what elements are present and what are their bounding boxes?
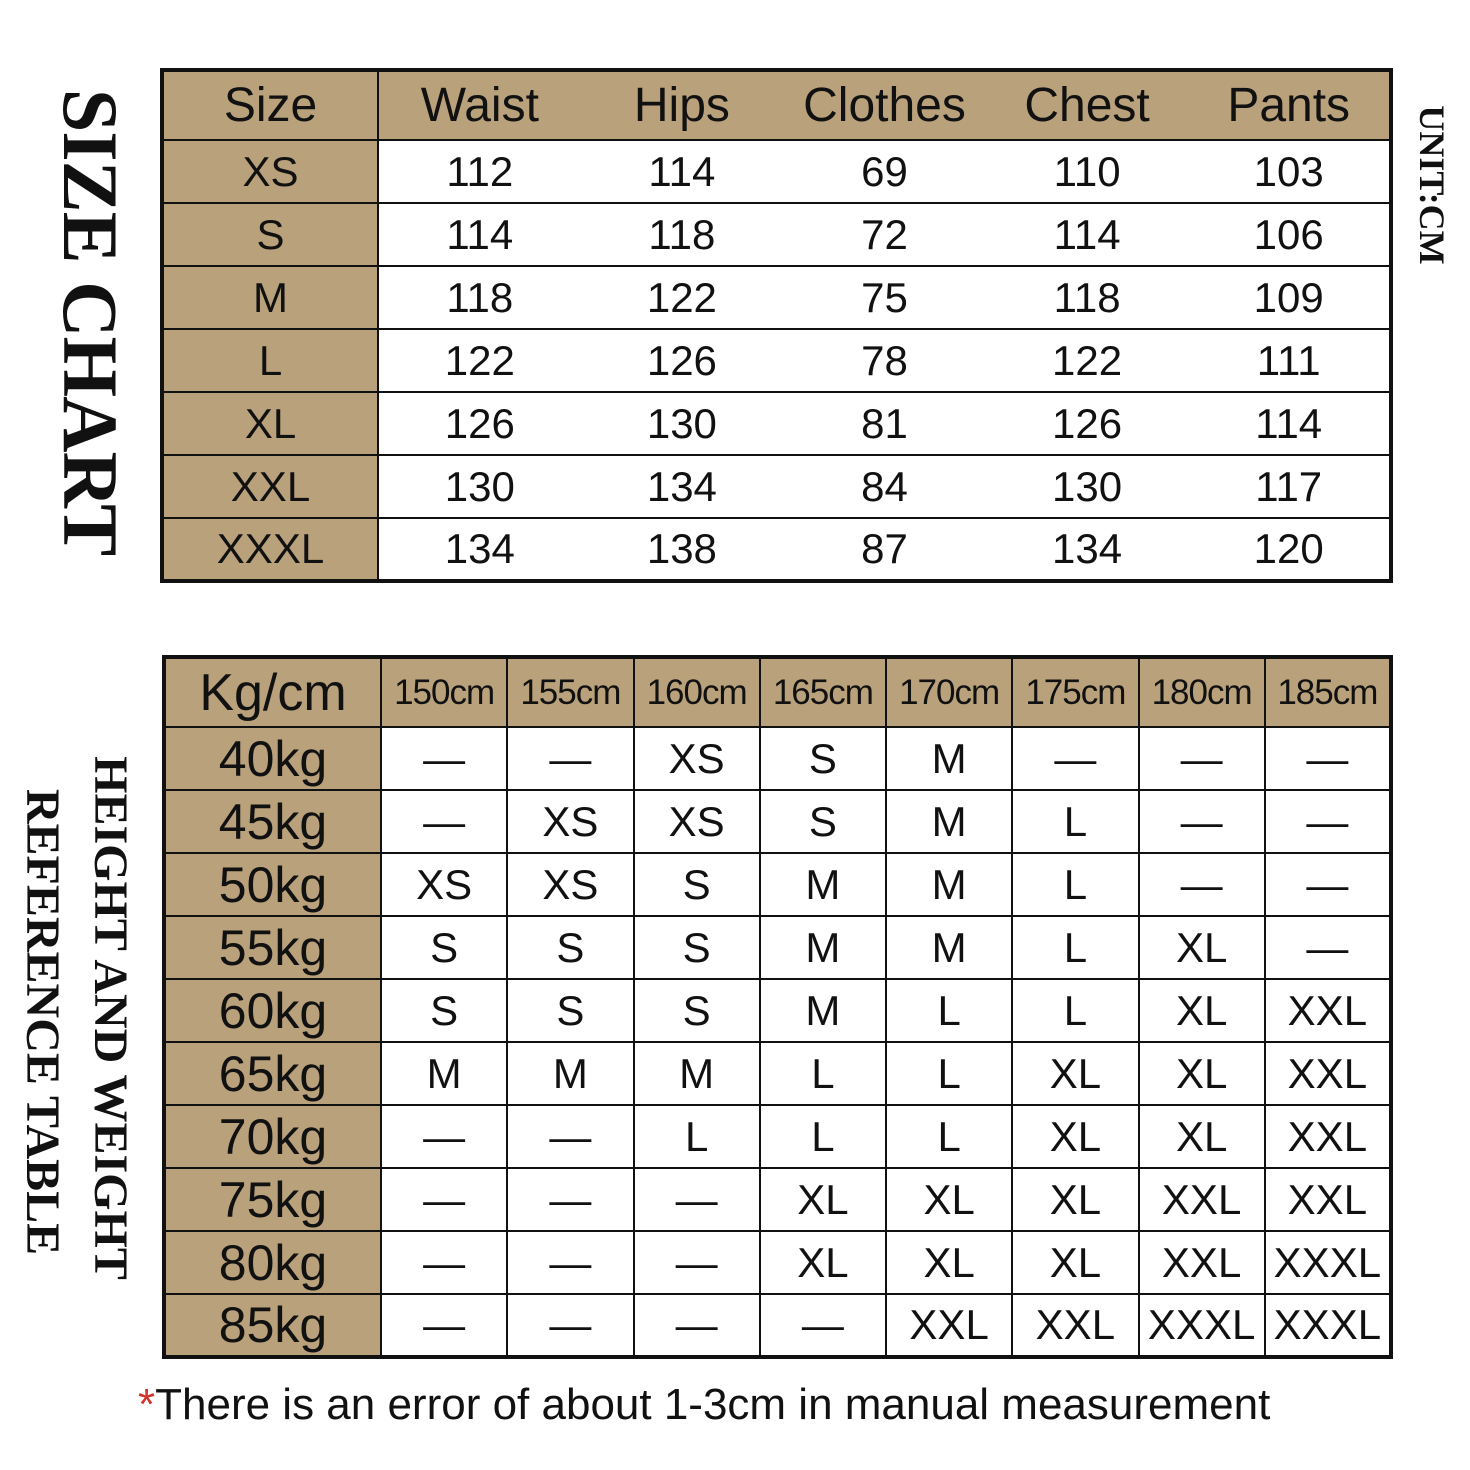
height-header: 185cm [1265,657,1391,727]
size-cell: XXL [886,1294,1012,1357]
measurement-cell: 118 [986,266,1189,329]
size-cell: — [381,1231,507,1294]
measurement-cell: 87 [783,518,986,581]
hw-header-row [164,657,1391,727]
footnote [138,1380,1270,1430]
size-label: XL [162,392,378,455]
size-row [162,266,1391,329]
size-cell: — [634,1231,760,1294]
size-cell: S [507,979,633,1042]
size-cell: XXXL [1139,1294,1265,1357]
measurement-cell: 114 [986,203,1189,266]
size-label: L [162,329,378,392]
size-cell: — [507,727,633,790]
measurement-cell: 110 [986,140,1189,203]
size-cell: — [760,1294,886,1357]
column-header-hips: Hips [581,70,784,140]
size-cell: XL [760,1231,886,1294]
size-label: XXL [162,455,378,518]
size-cell: S [634,916,760,979]
size-cell: XL [886,1168,1012,1231]
size-cell: XS [634,727,760,790]
size-row [162,140,1391,203]
size-cell: XXL [1139,1168,1265,1231]
size-cell: XXL [1012,1294,1138,1357]
size-label: XS [162,140,378,203]
weight-label: 60kg [164,979,381,1042]
weight-row [164,1105,1391,1168]
weight-row [164,1168,1391,1231]
measurement-cell: 111 [1188,329,1391,392]
weight-label: 75kg [164,1168,381,1231]
size-cell: XS [381,853,507,916]
measurement-cell: 114 [378,203,581,266]
weight-row [164,979,1391,1042]
weight-label: 80kg [164,1231,381,1294]
size-label: S [162,203,378,266]
height-header: 150cm [381,657,507,727]
measurement-cell: 106 [1188,203,1391,266]
size-cell: L [886,1042,1012,1105]
size-cell: — [507,1105,633,1168]
size-row [162,329,1391,392]
size-cell: XL [1012,1105,1138,1168]
size-cell: XXXL [1265,1231,1391,1294]
weight-row [164,1042,1391,1105]
size-cell: L [1012,979,1138,1042]
weight-label: 65kg [164,1042,381,1105]
measurement-cell: 84 [783,455,986,518]
size-cell: L [760,1042,886,1105]
size-cell: XL [1012,1168,1138,1231]
size-cell: XL [886,1231,1012,1294]
measurement-cell: 122 [581,266,784,329]
weight-label: 70kg [164,1105,381,1168]
size-cell: XL [1139,1042,1265,1105]
weight-row [164,1294,1391,1357]
hw-title-line2: REFERENCE TABLE [16,788,69,1256]
measurement-cell: 126 [378,392,581,455]
size-cell: S [634,979,760,1042]
size-cell: XS [507,790,633,853]
size-cell: — [1139,790,1265,853]
measurement-cell: 114 [1188,392,1391,455]
size-cell: M [381,1042,507,1105]
hw-title-line1: HEIGHT AND WEIGHT [84,756,137,1280]
footnote-star: * [138,1380,156,1429]
size-cell: M [886,916,1012,979]
measurement-cell: 134 [378,518,581,581]
measurement-cell: 81 [783,392,986,455]
size-cell: S [381,916,507,979]
measurement-cell: 138 [581,518,784,581]
weight-row [164,916,1391,979]
height-weight-table [162,655,1393,1359]
weight-label: 50kg [164,853,381,916]
size-cell: — [634,1168,760,1231]
size-cell: S [634,853,760,916]
size-cell: XXL [1265,1105,1391,1168]
size-cell: — [1139,727,1265,790]
measurement-cell: 109 [1188,266,1391,329]
weight-label: 55kg [164,916,381,979]
measurement-cell: 122 [986,329,1189,392]
size-row [162,518,1391,581]
size-cell: M [634,1042,760,1105]
measurement-cell: 126 [986,392,1189,455]
measurement-cell: 117 [1188,455,1391,518]
size-cell: XXXL [1265,1294,1391,1357]
size-cell: — [1265,916,1391,979]
size-row [162,455,1391,518]
size-cell: XL [1012,1231,1138,1294]
weight-row [164,853,1391,916]
measurement-cell: 122 [378,329,581,392]
size-cell: — [1265,853,1391,916]
measurement-cell: 118 [581,203,784,266]
column-header-pants: Pants [1188,70,1391,140]
size-cell: — [381,727,507,790]
weight-label: 40kg [164,727,381,790]
size-cell: — [381,790,507,853]
size-cell: — [381,1294,507,1357]
measurement-cell: 134 [986,518,1189,581]
measurement-cell: 120 [1188,518,1391,581]
height-header: 175cm [1012,657,1138,727]
measurement-cell: 134 [581,455,784,518]
measurement-cell: 130 [378,455,581,518]
measurement-cell: 103 [1188,140,1391,203]
height-header: 155cm [507,657,633,727]
column-header-waist: Waist [378,70,581,140]
measurement-cell: 118 [378,266,581,329]
size-cell: XS [507,853,633,916]
size-cell: L [1012,916,1138,979]
size-cell: L [1012,790,1138,853]
size-cell: — [507,1168,633,1231]
size-cell: M [760,853,886,916]
size-cell: — [507,1294,633,1357]
size-cell: XL [760,1168,886,1231]
size-chart-table [160,68,1393,583]
size-cell: XXL [1265,979,1391,1042]
size-cell: L [634,1105,760,1168]
weight-label: 45kg [164,790,381,853]
size-cell: M [886,853,1012,916]
size-cell: M [760,979,886,1042]
measurement-cell: 72 [783,203,986,266]
measurement-cell: 114 [581,140,784,203]
column-header-size: Size [162,70,378,140]
size-cell: XXL [1265,1042,1391,1105]
size-cell: M [886,727,1012,790]
size-row [162,392,1391,455]
footnote-text: There is an error of about 1-3cm in manual measurement [155,1380,1271,1429]
size-cell: XXL [1139,1231,1265,1294]
size-cell: S [760,790,886,853]
size-cell: L [886,979,1012,1042]
size-cell: — [1139,853,1265,916]
size-cell: S [507,916,633,979]
measurement-cell: 78 [783,329,986,392]
size-cell: L [886,1105,1012,1168]
measurement-cell: 130 [581,392,784,455]
weight-row [164,727,1391,790]
size-cell: M [760,916,886,979]
size-cell: — [507,1231,633,1294]
height-header: 160cm [634,657,760,727]
height-header: 170cm [886,657,1012,727]
size-cell: XL [1139,916,1265,979]
size-cell: XL [1139,1105,1265,1168]
unit-label: UNIT:CM [1412,105,1452,265]
size-cell: M [886,790,1012,853]
size-cell: XL [1139,979,1265,1042]
size-cell: L [1012,853,1138,916]
size-cell: XXL [1265,1168,1391,1231]
size-cell: — [1265,727,1391,790]
column-header-clothes: Clothes [783,70,986,140]
size-cell: M [507,1042,633,1105]
size-cell: L [760,1105,886,1168]
height-header: 180cm [1139,657,1265,727]
measurement-cell: 69 [783,140,986,203]
size-cell: XS [634,790,760,853]
corner-label: Kg/cm [164,657,381,727]
size-cell: — [381,1168,507,1231]
measurement-cell: 112 [378,140,581,203]
size-header-row [162,70,1391,140]
height-header: 165cm [760,657,886,727]
measurement-cell: 130 [986,455,1189,518]
size-cell: — [1012,727,1138,790]
size-cell: — [1265,790,1391,853]
size-cell: S [381,979,507,1042]
size-label: XXXL [162,518,378,581]
size-cell: — [381,1105,507,1168]
measurement-cell: 75 [783,266,986,329]
size-row [162,203,1391,266]
size-cell: XL [1012,1042,1138,1105]
column-header-chest: Chest [986,70,1189,140]
size-label: M [162,266,378,329]
weight-row [164,790,1391,853]
size-cell: — [634,1294,760,1357]
size-cell: S [760,727,886,790]
size-chart-title: SIZE CHART [47,88,134,556]
weight-row [164,1231,1391,1294]
measurement-cell: 126 [581,329,784,392]
weight-label: 85kg [164,1294,381,1357]
